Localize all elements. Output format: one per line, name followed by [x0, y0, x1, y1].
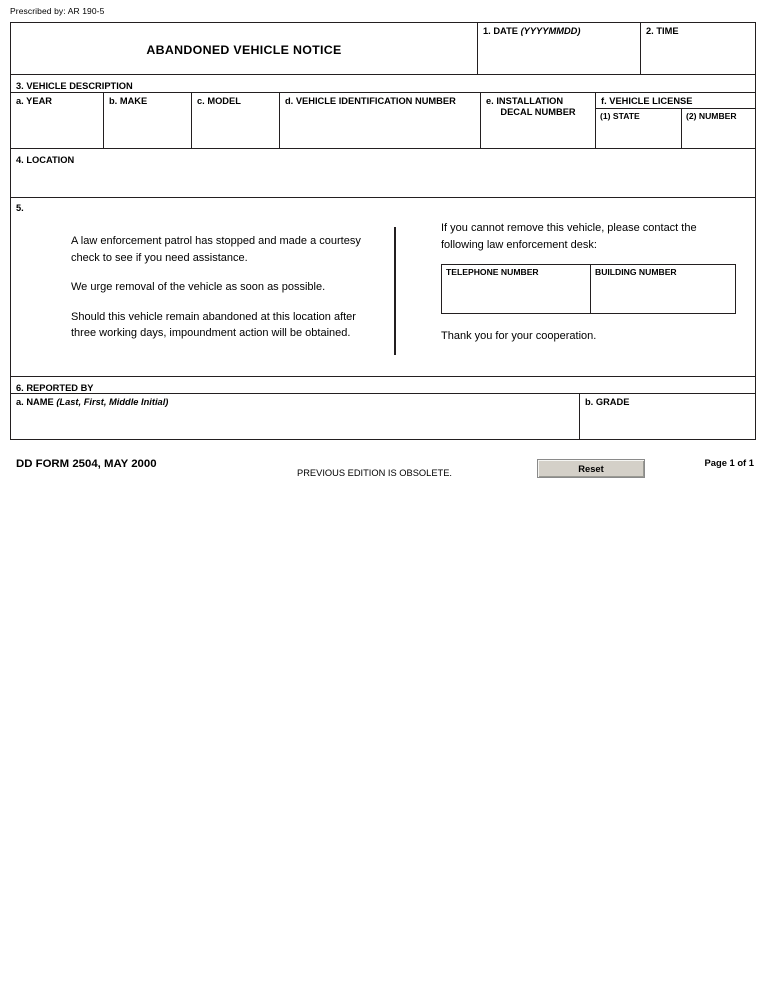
installation-decal-cell[interactable]	[480, 93, 595, 148]
vehicle-vin-cell[interactable]	[279, 93, 480, 148]
section4-heading-cell	[11, 152, 755, 166]
prescribed-by-text: Prescribed by: AR 190-5	[10, 6, 105, 16]
building-number-cell[interactable]	[590, 265, 735, 313]
reporter-name-cell[interactable]	[11, 394, 579, 439]
title-row	[11, 23, 755, 75]
section6-fields-row	[11, 394, 755, 439]
vertical-divider	[394, 227, 396, 355]
license-state-label: (1) STATE	[600, 111, 640, 121]
vehicle-model-label: c. MODEL	[197, 96, 241, 106]
section3-heading-row	[11, 75, 755, 93]
telephone-number-label: TELEPHONE NUMBER	[446, 267, 539, 277]
date-field-cell[interactable]	[477, 23, 640, 74]
form-footer	[10, 456, 756, 482]
vehicle-year-label: a. YEAR	[16, 96, 52, 106]
section4-value-row[interactable]	[11, 166, 755, 198]
vehicle-make-label: b. MAKE	[109, 96, 148, 106]
notice-paragraphs	[71, 233, 371, 355]
date-format-hint: (YYYYMMDD)	[520, 26, 581, 36]
license-number-cell[interactable]	[681, 109, 755, 149]
reporter-name-hint: (Last, First, Middle Initial)	[56, 397, 169, 407]
section6-heading-cell	[11, 380, 755, 393]
telephone-number-cell[interactable]	[442, 265, 590, 313]
vehicle-model-cell[interactable]	[191, 93, 279, 148]
dd-form-2504	[10, 22, 756, 440]
building-number-label: BUILDING NUMBER	[595, 267, 677, 277]
license-state-cell[interactable]	[596, 109, 681, 149]
time-label: 2. TIME	[646, 26, 679, 36]
vehicle-license-cell	[595, 93, 755, 148]
vehicle-vin-label: d. VEHICLE IDENTIFICATION NUMBER	[285, 96, 456, 106]
thanks-text: Thank you for your cooperation.	[441, 330, 597, 342]
reporter-grade-cell[interactable]	[579, 394, 755, 439]
section5-heading-cell	[11, 200, 755, 213]
vehicle-year-cell[interactable]	[11, 93, 103, 148]
page-title: ABANDONED VEHICLE NOTICE	[146, 43, 342, 57]
section5-heading-row	[11, 198, 755, 213]
section4-heading-row	[11, 149, 755, 166]
reset-button[interactable]: Reset	[537, 459, 645, 478]
section3-heading: 3. VEHICLE DESCRIPTION	[16, 81, 133, 91]
notice-paragraph-1: A law enforcement patrol has stopped and made a courtesy check to see if you need assistance.	[71, 235, 361, 264]
previous-edition-note: PREVIOUS EDITION IS OBSOLETE.	[297, 468, 452, 478]
license-number-label: (2) NUMBER	[686, 111, 737, 121]
vehicle-make-cell[interactable]	[103, 93, 191, 148]
notice-paragraph-3: Should this vehicle remain abandoned at this location after three working days, impoundment action will be obtained.	[71, 310, 356, 339]
installation-decal-label-line2: DECAL NUMBER	[500, 107, 576, 117]
section4-heading: 4. LOCATION	[16, 155, 75, 165]
contact-column	[441, 220, 736, 345]
section6-heading-row	[11, 377, 755, 394]
page-number: Page 1 of 1	[704, 457, 754, 468]
location-value-cell[interactable]	[11, 166, 755, 197]
notice-paragraph-2: We urge removal of the vehicle as soon as possible.	[71, 281, 326, 293]
vehicle-description-row	[11, 93, 755, 149]
form-title-cell	[11, 23, 477, 74]
installation-decal-label-line1: e. INSTALLATION	[486, 96, 564, 106]
vehicle-license-subrow	[596, 108, 755, 149]
section5-body	[11, 213, 755, 377]
date-label: 1. DATE (YYYYMMDD)	[483, 26, 581, 36]
contact-intro: If you cannot remove this vehicle, please contact the following law enforcement desk:	[441, 222, 697, 251]
time-field-cell[interactable]	[640, 23, 755, 74]
contact-boxes	[441, 264, 736, 314]
vehicle-license-label: f. VEHICLE LICENSE	[601, 96, 693, 106]
reporter-name-label: a. NAME (Last, First, Middle Initial)	[16, 397, 169, 407]
section3-heading-cell	[11, 78, 755, 92]
form-identifier: DD FORM 2504, MAY 2000	[16, 458, 157, 470]
section6-heading: 6. REPORTED BY	[16, 383, 94, 393]
section5-heading: 5.	[16, 203, 24, 213]
reporter-grade-label: b. GRADE	[585, 397, 630, 407]
